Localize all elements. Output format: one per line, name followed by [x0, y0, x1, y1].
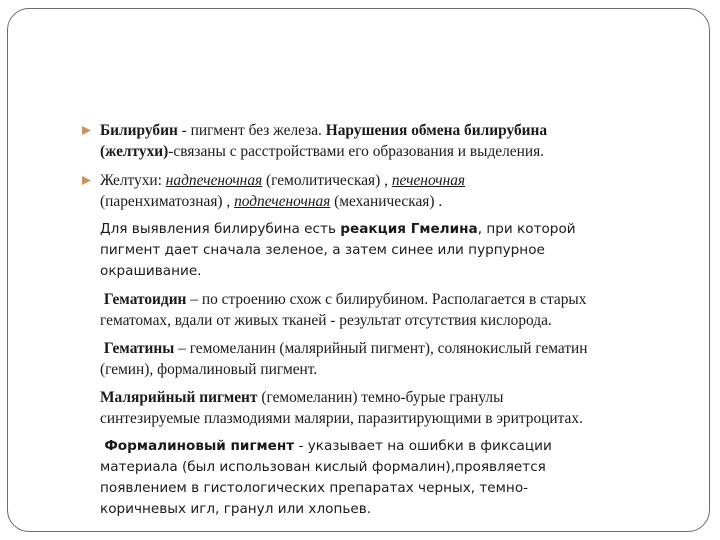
text-gmelin-line2: пигмент дает сначала зеленое, а затем синее или пурпурное — [100, 242, 545, 258]
text-malaria-line2: синтезируемые плазмодиями малярии, паразитирующими в эритроцитах. — [100, 410, 583, 427]
text-hepatic-note: (паренхиматозная) , — [100, 193, 235, 210]
text-formalin-line1: - указывает на ошибки в фиксации — [294, 438, 552, 454]
text-prehepatic: надпеченочная — [165, 172, 263, 189]
text-bilirubin-def: - пигмент без железа. — [177, 122, 326, 139]
bullet-icon — [82, 126, 91, 135]
text-bilirubin-disorders: Нарушения обмена билирубина — [325, 122, 548, 139]
text-gmelin-reaction: реакция Гмелина — [340, 221, 478, 237]
paragraph-malaria-pigment — [100, 387, 690, 429]
term-hematoidin: Гематоидин — [103, 291, 187, 308]
text-posthepatic-note: (механическая) . — [330, 193, 443, 210]
text-bilirubin-cause: -связаны с расстройствами его образования и выделения. — [168, 143, 545, 160]
paragraph-gmelin — [100, 219, 690, 282]
term-bilirubin: Билирубин — [100, 122, 178, 139]
paragraph-formalin-pigment — [100, 436, 690, 520]
text-malaria-line1: (гемомеланин) темно-бурые гранулы — [257, 389, 504, 406]
text-prehepatic-note: (гемолитическая) , — [262, 172, 392, 189]
term-hematins: Гематины — [103, 340, 175, 357]
text-hematoidin-line2: гематомах, вдали от живых тканей - результат отсутствия кислорода. — [100, 312, 552, 329]
text-formalin-line4: коричневых игл, гранул или хлопьев. — [100, 501, 372, 517]
text-posthepatic: подпеченочная — [234, 193, 331, 210]
term-formalin-pigment: Формалиновый пигмент — [104, 438, 295, 454]
term-malaria-pigment: Малярийный пигмент — [100, 389, 258, 406]
text-hepatic: печеночная — [391, 172, 466, 189]
text-formalin-line2: материала (был использован кислый формалин),проявляется — [100, 459, 546, 475]
text-gmelin-intro: Для выявления билирубина есть — [100, 221, 341, 237]
paragraph-hematoidin — [100, 289, 690, 331]
text-gmelin-tail: , при которой — [477, 221, 576, 237]
text-hematoidin-line1: – по строению схож с билирубином. Располагается в старых — [186, 291, 587, 308]
paragraph-hematins — [100, 338, 690, 380]
text-hematins-line2: (гемин), формалиновый пигмент. — [100, 361, 318, 378]
text-jaundice-lead: Желтухи: — [100, 172, 166, 189]
text-jaundice: (желтухи) — [100, 143, 169, 160]
paragraph-bilirubin — [100, 120, 690, 162]
text-hematins-line1: – гемомеланин (малярийный пигмент), солянокислый гематин — [174, 340, 588, 357]
bullet-icon — [82, 176, 91, 185]
paragraph-jaundice-types — [100, 170, 690, 212]
text-gmelin-line3: окрашивание. — [100, 263, 202, 279]
text-formalin-line3: появлением в гистологических препаратах черных, темно- — [100, 480, 529, 496]
